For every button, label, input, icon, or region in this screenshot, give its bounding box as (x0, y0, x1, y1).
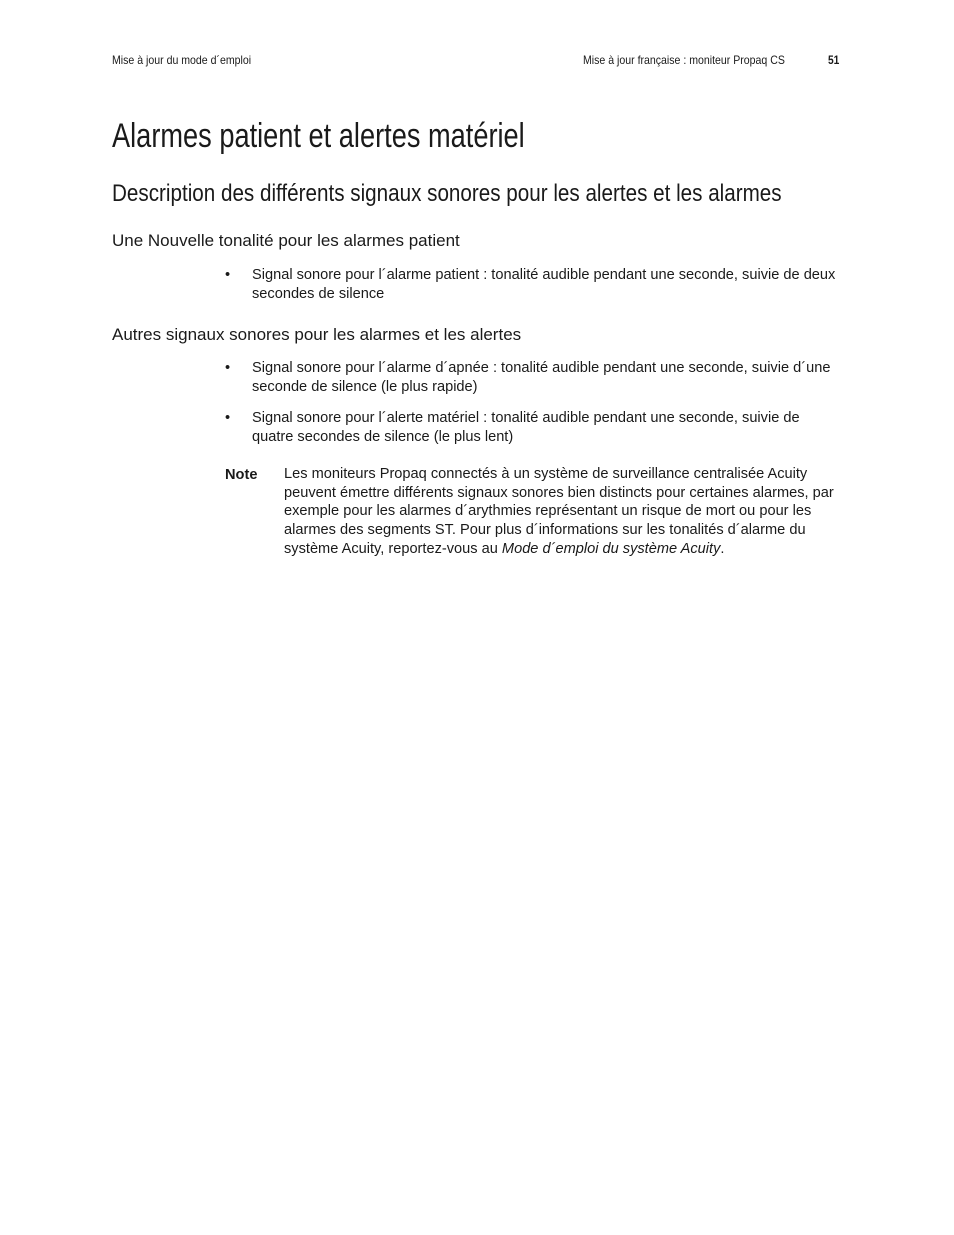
bullet-icon: • (225, 267, 231, 283)
bullet-icon: • (225, 410, 231, 426)
running-header-left: Mise à jour du mode d´emploi (112, 53, 252, 67)
subsection-heading: Une Nouvelle tonalité pour les alarmes patient (112, 231, 460, 250)
list-item: • Signal sonore pour l´alerte matériel : tonalité audible pendant une seconde, suivie de quatre secondes de silence (le plus lent) (225, 410, 800, 445)
section-heading: Description des différents signaux sonores pour les alertes et les alarmes (112, 180, 782, 207)
bullet-icon: • (225, 360, 231, 376)
subsection-heading: Autres signaux sonores pour les alarmes et les alertes (112, 325, 522, 344)
note-label: Note (225, 467, 258, 483)
manual-reference: Mode d´emploi du système Acuity (501, 540, 721, 557)
note (225, 465, 845, 559)
list-item: • Signal sonore pour l´alarme d´apnée : tonalité audible pendant une seconde, suivie d´une seconde de silence (le plus rapide) (225, 360, 831, 395)
note-text: Les moniteurs Propaq connectés à un système de surveillance centralisée Acuity peuvent émettre différents signaux sonores bien distincts pour certaines alarmes, par exemple pour les alarmes d´arythmies représentant un risque de mort ou pour les alarmes des segments ST. Pour plus d´informations sur les tonalités d´alarme du système Acuity, reportez-vous au Mode d´emploi du système Acuity. (284, 466, 834, 557)
list-item: • Signal sonore pour l´alarme patient : tonalité audible pendant une seconde, suivie de deux secondes de silence (225, 267, 836, 302)
page-number: 51 (828, 53, 840, 67)
page-title: Alarmes patient et alertes matériel (112, 117, 525, 155)
running-header-right: Mise à jour française : moniteur Propaq CS (583, 53, 785, 67)
